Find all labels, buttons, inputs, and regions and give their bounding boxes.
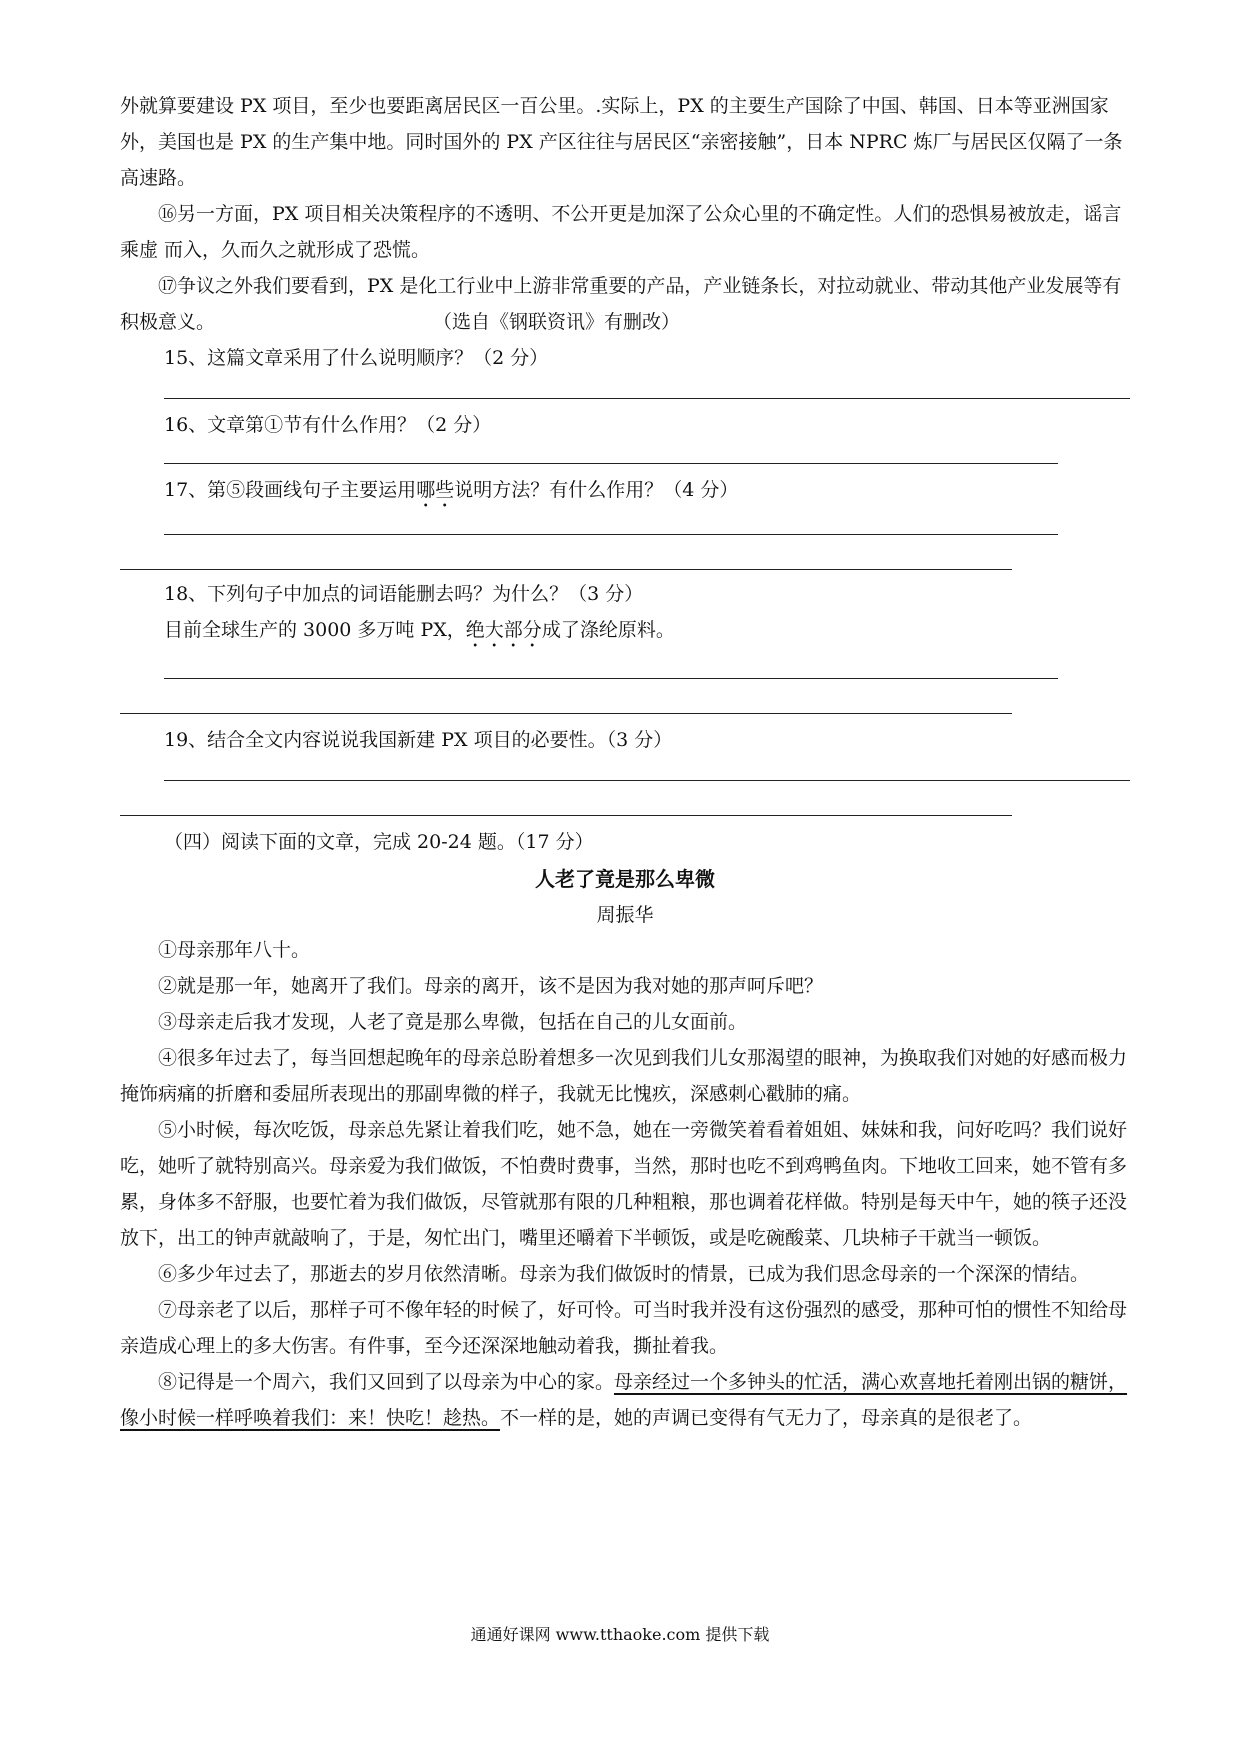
q18-dotted-word: 绝大部分 bbox=[465, 619, 542, 641]
source-note: （选自《钢联资讯》有删改） bbox=[433, 311, 681, 333]
section-4-heading: （四）阅读下面的文章，完成 20-24 题。（17 分） bbox=[164, 831, 594, 853]
paragraph-continuation: 外就算要建设 PX 项目，至少也要距离居民区一百公里。.实际上，PX 的主要生产国除了中国、韩国、日本等亚洲国家外，美国也是 PX 的生产集中地。同时国外的 PX 产区往往与居民区“亲密接触”，日本 NPRC 炼厂与居民区仅隔了一条高速路。 bbox=[120, 95, 1123, 189]
q18-sentence-a: 目前全球生产的 3000 多万吨 PX， bbox=[164, 619, 466, 641]
article-paragraph-7: ⑦母亲老了以后，那样子可不像年轻的时候了，好可怜。可当时我并没有这份强烈的感受，那种可怕的惯性不知给母亲造成心理上的多大伤害。有件事，至今还深深地触动着我，撕扯着我。 bbox=[120, 1299, 1128, 1357]
article-paragraph-6: ⑥多少年过去了，那逝去的岁月依然清晰。母亲为我们做饭时的情景，已成为我们思念母亲的一个深深的情结。 bbox=[158, 1263, 1090, 1285]
question-17-text-b: 说明方法？有什么作用？（4 分） bbox=[454, 479, 739, 501]
exam-page bbox=[120, 88, 1130, 1436]
article-paragraph-8 bbox=[120, 1364, 1130, 1436]
question-15: 15、这篇文章采用了什么说明顺序？（2 分） bbox=[164, 347, 549, 369]
article-paragraph-1: ①母亲那年八十。 bbox=[158, 939, 311, 961]
question-18-sentence bbox=[120, 612, 1130, 652]
q18-sentence-b: 成了涤纶原料。 bbox=[541, 619, 675, 641]
question-16: 16、文章第①节有什么作用？（2 分） bbox=[164, 414, 492, 436]
question-17-text-a: 17、第⑤段画线句子主要运用 bbox=[164, 479, 417, 501]
paragraph-8-text-b: 不一样的是，她的声调已变得有气无力了，母亲真的是很老了。 bbox=[500, 1407, 1033, 1429]
article-paragraph-5: ⑤小时候，每次吃饭，母亲总先紧让着我们吃，她不急，她在一旁微笑着看着姐姐、妹妹和我，问好吃吗？我们说好吃，她听了就特别高兴。母亲爱为我们做饭，不怕费时费事，当然，那时也吃不到鸡鸭鱼肉。下地收工回来，她不管有多累，身体多不舒服，也要忙着为我们做饭，尽管就那有限的几种粗粮，那也调着花样做。特别是每天中午，她的筷子还没放下，出工的钟声就敲响了，于是，匆忙出门，嘴里还嚼着下半顿饭，或是吃碗酸菜、几块柿子干就当一顿饭。 bbox=[120, 1119, 1128, 1249]
paragraph-17 bbox=[120, 268, 1130, 340]
article-paragraph-4: ④很多年过去了，每当回想起晚年的母亲总盼着想多一次见到我们儿女那渴望的眼神，为换取我们对她的好感而极力掩饰病痛的折磨和委屈所表现出的那副卑微的样子，我就无比愧疚，深感刺心戳肺的痛。 bbox=[120, 1047, 1128, 1105]
article-author: 周振华 bbox=[596, 904, 654, 926]
paragraph-8-underlined-sentence: 母亲经过一个多钟头的忙活，满心欢喜地托着刚出锅的糖饼，像小时候一样呼唤着我们：来！快吃！趁热。 bbox=[120, 1371, 1128, 1429]
question-17 bbox=[120, 472, 1130, 512]
paragraph-17-text: ⑰争议之外我们要看到，PX 是化工行业中上游非常重要的产品，产业链条长，对拉动就业、带动其他产业发展等有积极意义。 bbox=[120, 275, 1122, 333]
question-18: 18、下列句子中加点的词语能删去吗？为什么？（3 分） bbox=[164, 583, 644, 605]
question-19: 19、结合全文内容说说我国新建 PX 项目的必要性。（3 分） bbox=[164, 729, 673, 751]
question-17-dotted-word: 哪些 bbox=[416, 479, 455, 501]
paragraph-8-text-a: ⑧记得是一个周六，我们又回到了以母亲为中心的家。 bbox=[158, 1371, 615, 1393]
article-paragraph-2: ②就是那一年，她离开了我们。母亲的离开，该不是因为我对她的那声呵斥吧？ bbox=[158, 975, 824, 997]
article-paragraph-3: ③母亲走后我才发现，人老了竟是那么卑微，包括在自己的儿女面前。 bbox=[158, 1011, 748, 1033]
paragraph-16: ⑯另一方面，PX 项目相关决策程序的不透明、不公开更是加深了公众心里的不确定性。人们的恐惧易被放走，谣言乘虚 而入，久而久之就形成了恐慌。 bbox=[120, 203, 1122, 261]
page-footer: 通通好课网 www.tthaoke.com 提供下载 bbox=[470, 1625, 770, 1644]
article-title: 人老了竟是那么卑微 bbox=[535, 867, 715, 891]
